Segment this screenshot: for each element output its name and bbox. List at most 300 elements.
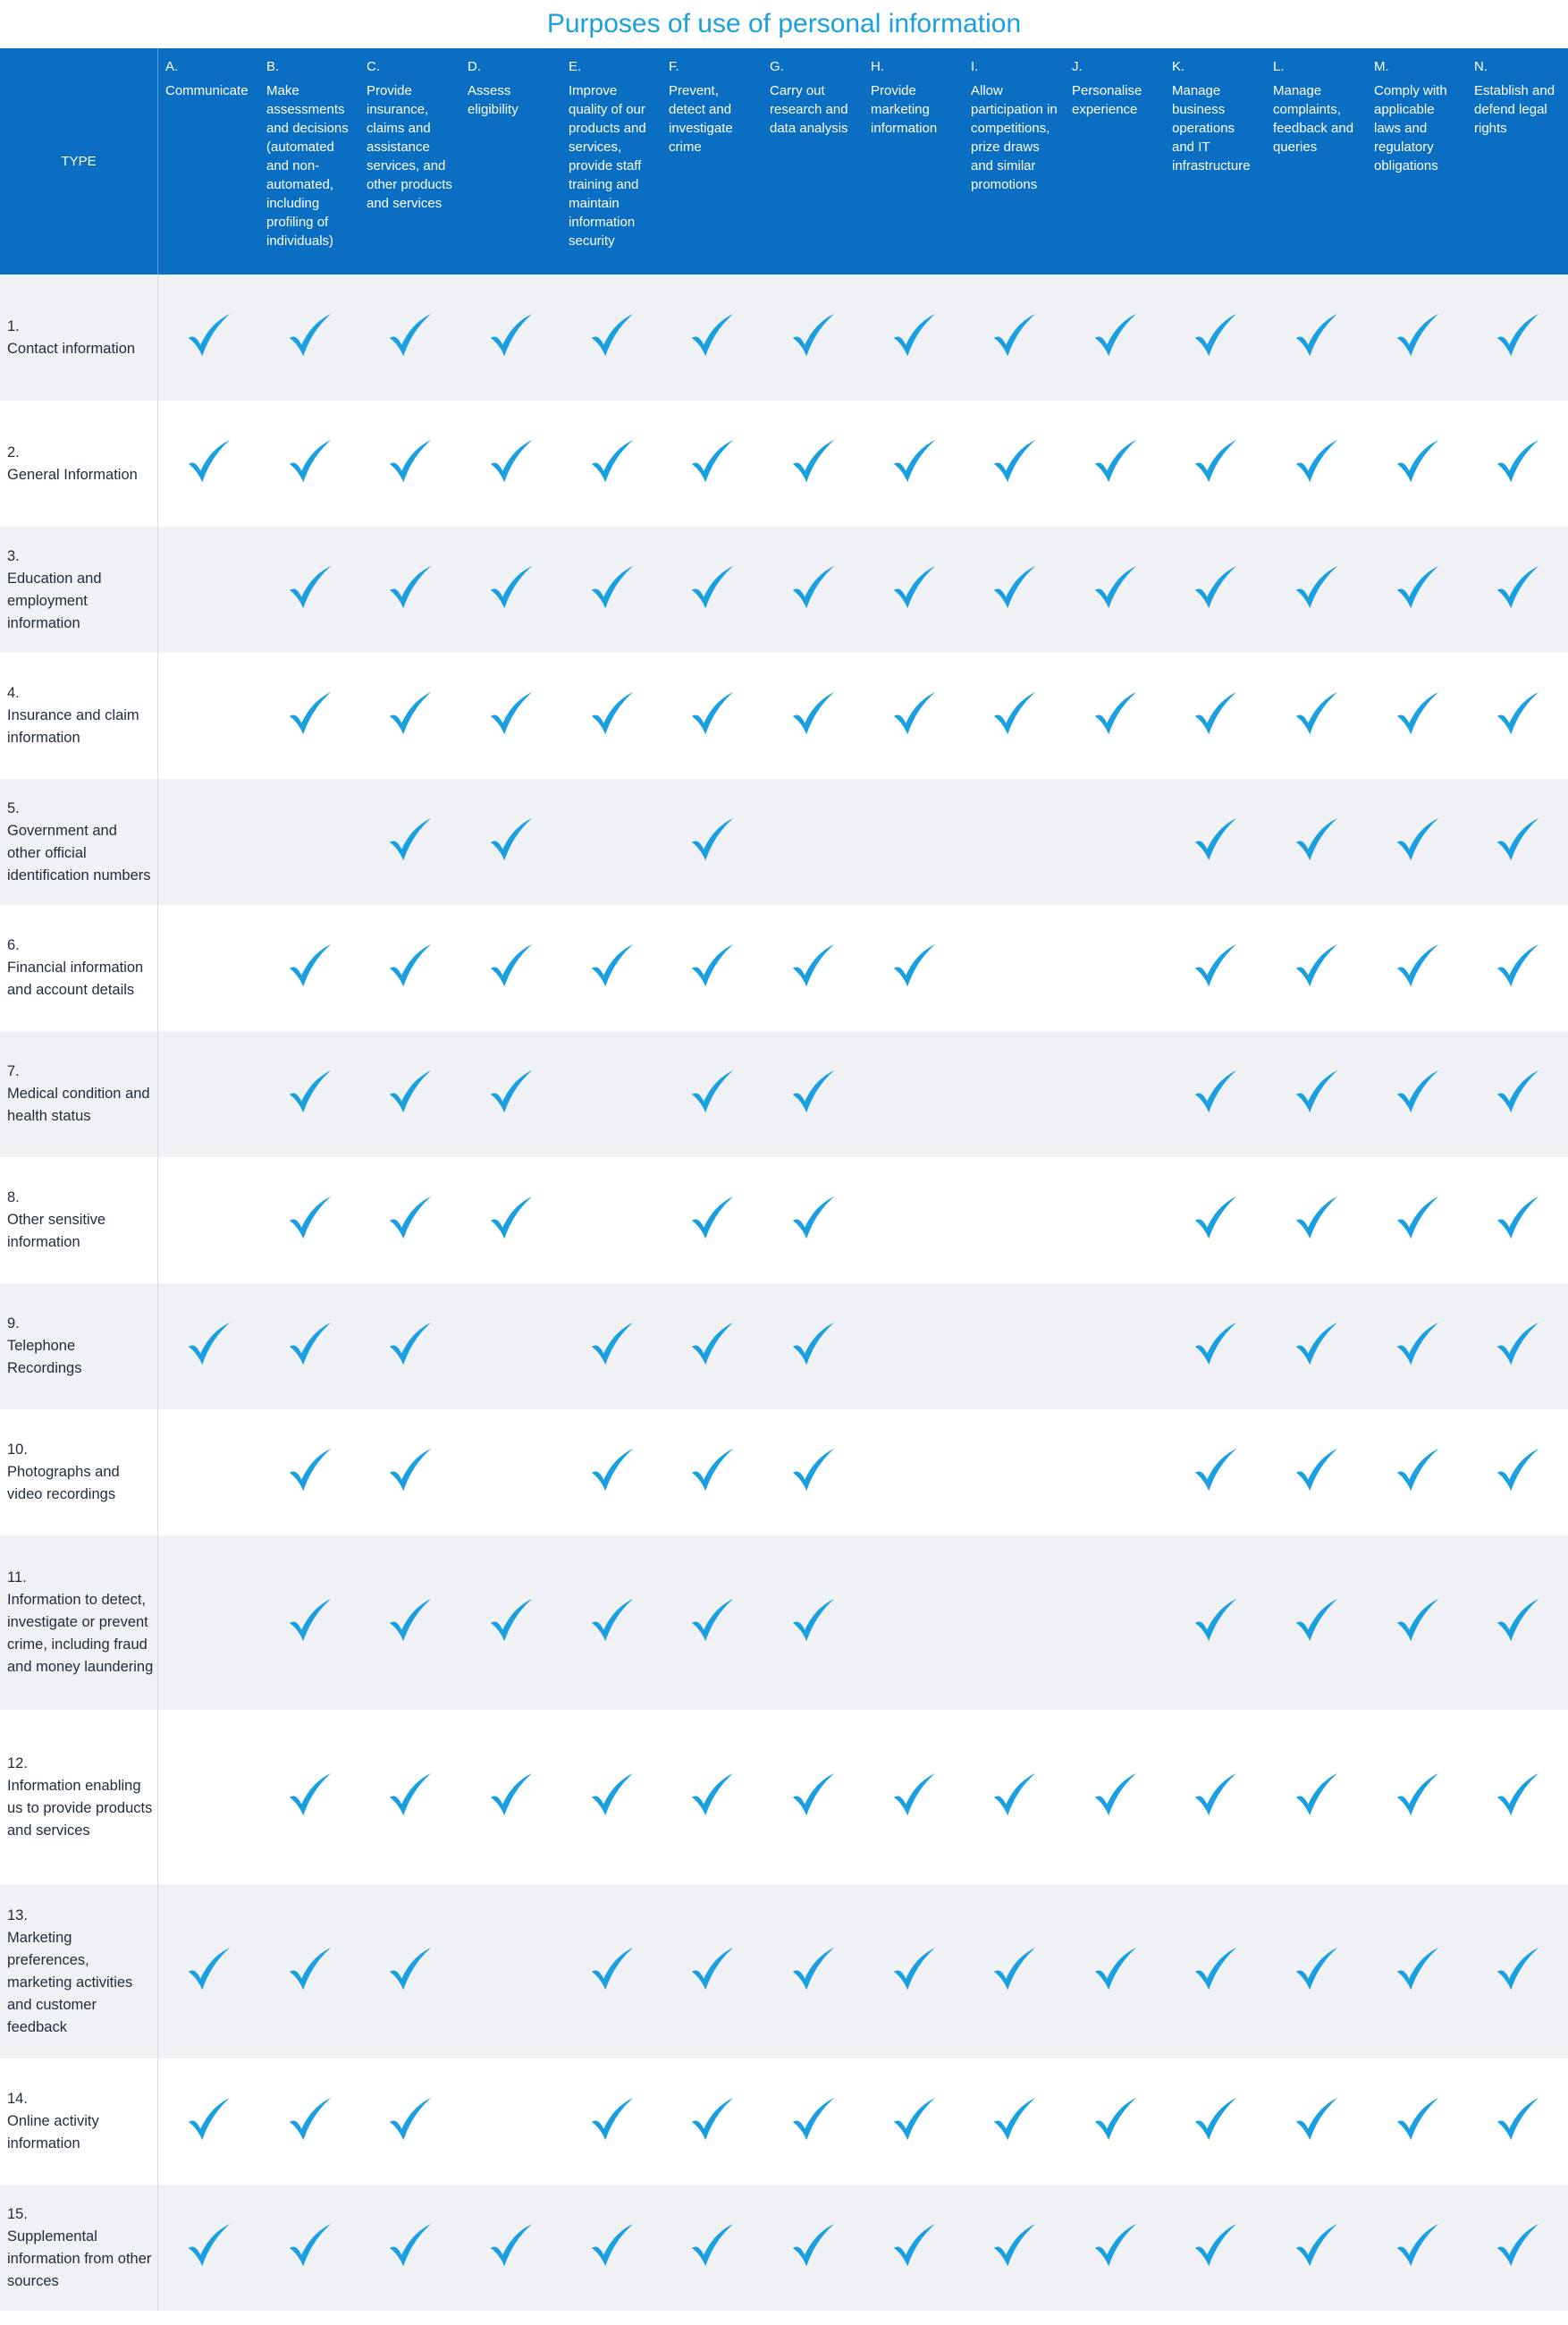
table-cell	[259, 401, 361, 527]
type-number: 10.	[7, 1442, 28, 1458]
checkmark-icon	[284, 940, 336, 996]
checkmark-icon	[1090, 688, 1142, 744]
checkmark-icon	[1392, 814, 1444, 870]
type-label: Other sensitive information	[7, 1212, 106, 1250]
checkmark-icon	[1190, 688, 1242, 744]
checkmark-icon	[788, 562, 839, 618]
table-cell	[1367, 779, 1469, 905]
table-cell	[763, 1157, 864, 1283]
table-cell	[1467, 1409, 1568, 1535]
purpose-code: E.	[569, 59, 582, 74]
purpose-label: Carry out research and data analysis	[770, 83, 848, 136]
checkmark-icon	[586, 1318, 638, 1374]
table-cell	[1367, 905, 1469, 1031]
checkmark-icon	[586, 309, 638, 366]
table-cell	[359, 401, 461, 527]
checkmark-icon	[687, 2093, 738, 2150]
checkmark-icon	[1090, 309, 1142, 366]
table-cell	[763, 653, 864, 779]
table-cell	[763, 2185, 864, 2311]
table-cell	[1065, 1409, 1167, 1535]
checkmark-icon	[183, 1318, 235, 1374]
table-cell	[259, 1535, 361, 1710]
checkmark-icon	[1392, 1066, 1444, 1122]
checkmark-icon	[1291, 435, 1343, 492]
table-cell	[158, 905, 260, 1031]
checkmark-icon	[485, 562, 537, 618]
table-cell	[460, 1157, 562, 1283]
table-cell	[763, 2059, 864, 2185]
type-label-cell	[0, 1283, 158, 1409]
checkmark-icon	[384, 2219, 436, 2276]
table-cell	[1266, 1283, 1368, 1409]
checkmark-icon	[989, 2219, 1041, 2276]
checkmark-icon	[284, 688, 336, 744]
checkmark-icon	[1492, 814, 1544, 870]
type-label-cell	[0, 905, 158, 1031]
checkmark-icon	[687, 1594, 738, 1651]
table-cell	[763, 1710, 864, 1884]
table-cell	[1467, 1031, 1568, 1157]
checkmark-icon	[586, 1594, 638, 1651]
type-label-cell	[0, 653, 158, 779]
checkmark-icon	[687, 688, 738, 744]
checkmark-icon	[1291, 309, 1343, 366]
purpose-header-b	[259, 48, 361, 275]
table-cell	[763, 401, 864, 527]
checkmark-icon	[384, 814, 436, 870]
table-cell	[359, 653, 461, 779]
checkmark-icon	[384, 1318, 436, 1374]
table-cell	[763, 905, 864, 1031]
table-cell	[1065, 905, 1167, 1031]
table-cell	[1065, 1031, 1167, 1157]
checkmark-icon	[284, 562, 336, 618]
type-label: Information enabling us to provide products and services	[7, 1777, 153, 1839]
table-cell	[1367, 1283, 1469, 1409]
purpose-code: C.	[367, 59, 380, 74]
table-cell	[662, 1031, 763, 1157]
table-cell	[561, 527, 663, 653]
checkmark-icon	[889, 562, 940, 618]
type-label-cell	[0, 1031, 158, 1157]
checkmark-icon	[485, 1594, 537, 1651]
checkmark-icon	[989, 309, 1041, 366]
checkmark-icon	[687, 309, 738, 366]
table-cell	[964, 653, 1066, 779]
table-cell	[359, 1535, 461, 1710]
checkmark-icon	[384, 1769, 436, 1825]
table-cell	[864, 275, 965, 401]
table-cell	[359, 779, 461, 905]
table-cell	[964, 1283, 1066, 1409]
checkmark-icon	[485, 1066, 537, 1122]
table-cell	[1467, 1157, 1568, 1283]
checkmark-icon	[687, 1769, 738, 1825]
purpose-header-l	[1266, 48, 1368, 275]
table-cell	[259, 905, 361, 1031]
checkmark-icon	[1090, 1943, 1142, 2000]
table-cell	[359, 1283, 461, 1409]
checkmark-icon	[183, 435, 235, 492]
table-cell	[1065, 527, 1167, 653]
table-cell	[359, 905, 461, 1031]
purpose-code: G.	[770, 59, 784, 74]
table-cell	[561, 1409, 663, 1535]
table-cell	[561, 2185, 663, 2311]
table-cell	[964, 1031, 1066, 1157]
table-cell	[1467, 653, 1568, 779]
table-cell	[561, 779, 663, 905]
checkmark-icon	[384, 1066, 436, 1122]
table-cell	[662, 1710, 763, 1884]
purpose-label: Assess eligibility	[468, 83, 518, 117]
checkmark-icon	[1392, 309, 1444, 366]
table-cell	[158, 1710, 260, 1884]
checkmark-icon	[485, 2219, 537, 2276]
purpose-code: D.	[468, 59, 481, 74]
table-cell	[1266, 653, 1368, 779]
purposes-table	[0, 48, 1568, 2325]
checkmark-icon	[384, 688, 436, 744]
table-cell	[259, 2185, 361, 2311]
checkmark-icon	[384, 435, 436, 492]
table-cell	[1266, 401, 1368, 527]
checkmark-icon	[1190, 1594, 1242, 1651]
type-number: 5.	[7, 799, 20, 816]
checkmark-icon	[1492, 1444, 1544, 1501]
type-number: 14.	[7, 2091, 28, 2107]
table-cell	[1165, 1710, 1267, 1884]
table-cell	[561, 2059, 663, 2185]
table-cell	[662, 1884, 763, 2059]
checkmark-icon	[1492, 1943, 1544, 2000]
table-cell	[1165, 1283, 1267, 1409]
checkmark-icon	[1392, 1444, 1444, 1501]
checkmark-icon	[687, 562, 738, 618]
table-cell	[964, 1157, 1066, 1283]
table-cell	[1165, 779, 1267, 905]
table-cell	[259, 1157, 361, 1283]
table-cell	[1367, 1409, 1469, 1535]
checkmark-icon	[1190, 2219, 1242, 2276]
table-cell	[1266, 779, 1368, 905]
table-cell	[1266, 1031, 1368, 1157]
checkmark-icon	[485, 814, 537, 870]
checkmark-icon	[1190, 1066, 1242, 1122]
checkmark-icon	[1190, 309, 1242, 366]
checkmark-icon	[788, 1318, 839, 1374]
checkmark-icon	[1090, 435, 1142, 492]
table-cell	[561, 1031, 663, 1157]
table-cell	[1065, 2059, 1167, 2185]
table-cell	[1467, 2185, 1568, 2311]
type-label-cell	[0, 275, 158, 401]
checkmark-icon	[183, 309, 235, 366]
table-cell	[259, 2059, 361, 2185]
table-cell	[460, 1031, 562, 1157]
table-cell	[359, 275, 461, 401]
table-cell	[662, 401, 763, 527]
table-cell	[460, 1283, 562, 1409]
table-cell	[864, 1283, 965, 1409]
table-cell	[1367, 401, 1469, 527]
purpose-code: N.	[1474, 59, 1488, 74]
checkmark-icon	[384, 1943, 436, 2000]
checkmark-icon	[1190, 1318, 1242, 1374]
checkmark-icon	[1190, 940, 1242, 996]
table-cell	[864, 653, 965, 779]
table-cell	[864, 779, 965, 905]
purpose-code: J.	[1072, 59, 1083, 74]
checkmark-icon	[586, 2219, 638, 2276]
table-cell	[1367, 275, 1469, 401]
table-cell	[1367, 1710, 1469, 1884]
table-cell	[561, 1535, 663, 1710]
type-number: 7.	[7, 1063, 20, 1079]
checkmark-icon	[284, 1769, 336, 1825]
checkmark-icon	[284, 1066, 336, 1122]
type-label-cell	[0, 401, 158, 527]
purpose-label: Personalise experience	[1072, 83, 1142, 117]
purpose-label: Make assessments and decisions (automated and non-automated, including profiling of individuals)	[266, 83, 349, 249]
table-cell	[259, 1710, 361, 1884]
purpose-label: Manage complaints, feedback and queries	[1273, 83, 1354, 155]
purpose-header-k	[1165, 48, 1267, 275]
checkmark-icon	[788, 1066, 839, 1122]
table-cell	[864, 905, 965, 1031]
table-cell	[662, 1157, 763, 1283]
checkmark-icon	[384, 309, 436, 366]
purpose-header-m	[1367, 48, 1469, 275]
checkmark-icon	[1291, 1943, 1343, 2000]
purpose-label: Allow participation in competitions, prize draws and similar promotions	[971, 83, 1058, 192]
table-cell	[158, 1157, 260, 1283]
checkmark-icon	[284, 2093, 336, 2150]
checkmark-icon	[1291, 1066, 1343, 1122]
table-cell	[1467, 275, 1568, 401]
table-cell	[158, 2059, 260, 2185]
checkmark-icon	[284, 1943, 336, 2000]
checkmark-icon	[586, 1943, 638, 2000]
checkmark-icon	[1291, 688, 1343, 744]
table-cell	[864, 1157, 965, 1283]
table-cell	[259, 779, 361, 905]
table-cell	[662, 1283, 763, 1409]
checkmark-icon	[1190, 562, 1242, 618]
table-cell	[158, 1535, 260, 1710]
purpose-header-f	[662, 48, 763, 275]
checkmark-icon	[788, 1943, 839, 2000]
table-cell	[259, 1031, 361, 1157]
type-number: 9.	[7, 1315, 20, 1332]
type-label: Education and employment information	[7, 570, 102, 631]
table-cell	[864, 2059, 965, 2185]
table-cell	[763, 1884, 864, 2059]
checkmark-icon	[284, 435, 336, 492]
table-cell	[561, 653, 663, 779]
table-cell	[460, 653, 562, 779]
table-cell	[359, 2059, 461, 2185]
table-cell	[1065, 1157, 1167, 1283]
type-label: Marketing preferences, marketing activities and customer feedback	[7, 1929, 133, 2035]
table-cell	[964, 527, 1066, 653]
type-number: 11.	[7, 1569, 27, 1585]
table-cell	[1467, 905, 1568, 1031]
table-cell	[1266, 527, 1368, 653]
table-cell	[1165, 1031, 1267, 1157]
checkmark-icon	[1190, 814, 1242, 870]
purpose-code: B.	[266, 59, 280, 74]
checkmark-icon	[183, 2219, 235, 2276]
checkmark-icon	[1291, 1594, 1343, 1651]
checkmark-icon	[284, 1192, 336, 1248]
checkmark-icon	[485, 309, 537, 366]
table-cell	[763, 1283, 864, 1409]
checkmark-icon	[1492, 688, 1544, 744]
table-cell	[259, 1884, 361, 2059]
checkmark-icon	[586, 435, 638, 492]
table-cell	[763, 779, 864, 905]
table-cell	[1165, 1157, 1267, 1283]
checkmark-icon	[1291, 1444, 1343, 1501]
checkmark-icon	[788, 940, 839, 996]
checkmark-icon	[1492, 1066, 1544, 1122]
table-cell	[460, 1535, 562, 1710]
table-cell	[1065, 275, 1167, 401]
checkmark-icon	[284, 1444, 336, 1501]
table-cell	[561, 1157, 663, 1283]
table-cell	[964, 401, 1066, 527]
table-cell	[359, 1157, 461, 1283]
table-cell	[1065, 1710, 1167, 1884]
checkmark-icon	[788, 435, 839, 492]
checkmark-icon	[687, 1444, 738, 1501]
table-cell	[1165, 2185, 1267, 2311]
checkmark-icon	[1291, 940, 1343, 996]
table-cell	[1367, 527, 1469, 653]
checkmark-icon	[889, 1943, 940, 2000]
table-cell	[460, 275, 562, 401]
type-number: 3.	[7, 547, 20, 564]
table-cell	[1165, 1535, 1267, 1710]
table-cell	[460, 401, 562, 527]
table-cell	[1165, 275, 1267, 401]
checkmark-icon	[687, 1192, 738, 1248]
table-cell	[964, 2185, 1066, 2311]
checkmark-icon	[586, 562, 638, 618]
table-cell	[763, 275, 864, 401]
checkmark-icon	[1190, 1943, 1242, 2000]
checkmark-icon	[1392, 435, 1444, 492]
type-label: Medical condition and health status	[7, 1086, 150, 1124]
checkmark-icon	[788, 1769, 839, 1825]
type-label-cell	[0, 1157, 158, 1283]
table-cell	[460, 527, 562, 653]
type-header-label: TYPE	[61, 154, 97, 169]
checkmark-icon	[788, 309, 839, 366]
table-cell	[1165, 2059, 1267, 2185]
checkmark-icon	[788, 2219, 839, 2276]
table-cell	[460, 779, 562, 905]
checkmark-icon	[1190, 2093, 1242, 2150]
table-cell	[1165, 527, 1267, 653]
table-cell	[158, 653, 260, 779]
checkmark-icon	[889, 2093, 940, 2150]
table-cell	[460, 1409, 562, 1535]
checkmark-icon	[889, 435, 940, 492]
type-number: 6.	[7, 937, 20, 953]
purpose-header-c	[359, 48, 461, 275]
purpose-header-d	[460, 48, 562, 275]
checkmark-icon	[384, 1192, 436, 1248]
table-cell	[1266, 1409, 1368, 1535]
checkmark-icon	[1392, 940, 1444, 996]
checkmark-icon	[1190, 1192, 1242, 1248]
table-cell	[359, 1710, 461, 1884]
checkmark-icon	[1492, 2093, 1544, 2150]
checkmark-icon	[1291, 1192, 1343, 1248]
checkmark-icon	[687, 1318, 738, 1374]
table-cell	[964, 275, 1066, 401]
checkmark-icon	[586, 940, 638, 996]
checkmark-icon	[1392, 1318, 1444, 1374]
purpose-code: L.	[1273, 59, 1285, 74]
table-cell	[359, 2185, 461, 2311]
table-cell	[1467, 1710, 1568, 1884]
checkmark-icon	[586, 688, 638, 744]
checkmark-icon	[687, 435, 738, 492]
table-cell	[561, 401, 663, 527]
checkmark-icon	[284, 309, 336, 366]
table-cell	[1266, 2059, 1368, 2185]
checkmark-icon	[989, 1769, 1041, 1825]
checkmark-icon	[1291, 1769, 1343, 1825]
type-number: 12.	[7, 1754, 28, 1771]
checkmark-icon	[384, 940, 436, 996]
table-cell	[864, 2185, 965, 2311]
table-cell	[460, 1710, 562, 1884]
purpose-code: F.	[669, 59, 679, 74]
checkmark-icon	[1392, 688, 1444, 744]
table-cell	[1367, 1157, 1469, 1283]
checkmark-icon	[586, 1444, 638, 1501]
table-cell	[359, 1409, 461, 1535]
checkmark-icon	[586, 1769, 638, 1825]
purpose-header-n	[1467, 48, 1568, 275]
purpose-label: Prevent, detect and investigate crime	[669, 83, 733, 155]
checkmark-icon	[687, 2219, 738, 2276]
checkmark-icon	[1492, 940, 1544, 996]
type-label: Contact information	[7, 340, 136, 357]
type-label: Supplemental information from other sources	[7, 2228, 152, 2289]
checkmark-icon	[687, 1066, 738, 1122]
type-label-cell	[0, 779, 158, 905]
table-cell	[1266, 905, 1368, 1031]
checkmark-icon	[989, 688, 1041, 744]
table-cell	[1467, 1884, 1568, 2059]
checkmark-icon	[687, 940, 738, 996]
type-number: 13.	[7, 1906, 28, 1923]
table-cell	[864, 1535, 965, 1710]
purpose-header-j	[1065, 48, 1167, 275]
table-cell	[662, 527, 763, 653]
checkmark-icon	[1291, 2093, 1343, 2150]
page-title: Purposes of use of personal information	[546, 9, 1022, 38]
type-label: Financial information and account details	[7, 960, 144, 998]
table-cell	[259, 527, 361, 653]
table-cell	[158, 2185, 260, 2311]
